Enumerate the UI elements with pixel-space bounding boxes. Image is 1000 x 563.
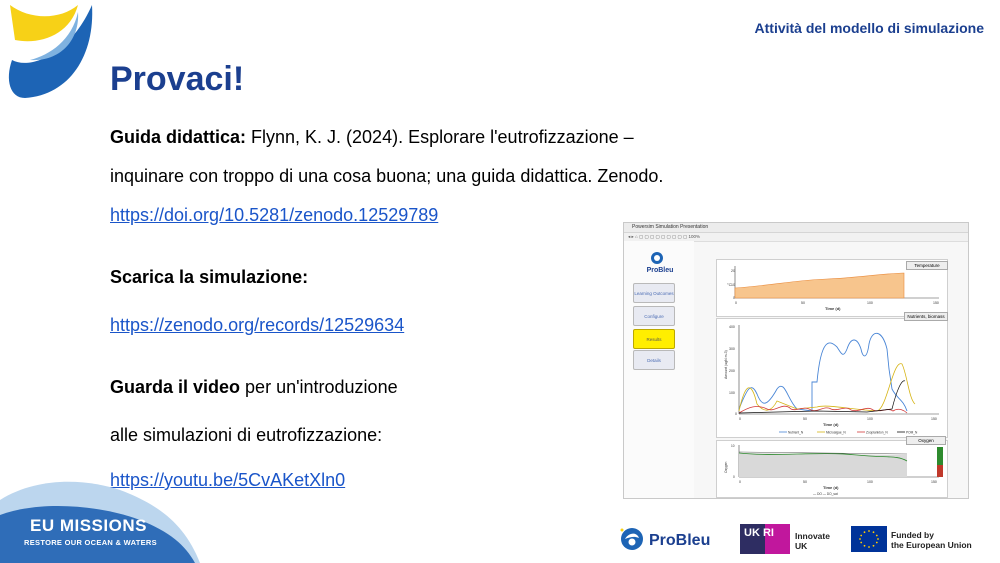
toolbar: ◂ ▸ ⌂ ▢ ▢ ▢ ▢ ▢ ▢ ▢ ▢ ▢ 100% [624, 233, 968, 242]
svg-text:10: 10 [731, 444, 735, 448]
download-label: Scarica la simulazione: [110, 267, 309, 287]
svg-text:Time (d): Time (d) [823, 422, 839, 427]
guide-doi-link[interactable]: https://doi.org/10.5281/zenodo.12529789 [110, 205, 439, 225]
svg-text:— DO — DO_sat: — DO — DO_sat [813, 492, 838, 496]
svg-text:0: 0 [739, 480, 741, 484]
page-title: Provaci! [110, 60, 245, 98]
svg-text:Oxygen: Oxygen [724, 461, 728, 473]
svg-text:150: 150 [933, 301, 939, 305]
svg-text:°C: °C [727, 282, 732, 287]
svg-text:100: 100 [729, 391, 735, 395]
oxygen-panel [716, 440, 948, 498]
nav-details[interactable]: Details [633, 350, 675, 370]
legend-nutrient: Nutrient_N [788, 430, 804, 435]
nav-results[interactable]: Results [633, 329, 675, 349]
eu-missions-subtitle: RESTORE OUR OCEAN & WATERS [24, 538, 157, 547]
svg-text:50: 50 [801, 301, 805, 305]
svg-text:50: 50 [803, 417, 807, 421]
video-line-1: Guarda il video per un'introduzione [110, 377, 398, 397]
guide-line-2: inquinare con troppo di una cosa buona; una guida didattica. Zenodo. [110, 166, 664, 186]
svg-text:150: 150 [931, 417, 937, 421]
oxygen-plot [717, 441, 947, 497]
svg-text:50: 50 [803, 480, 807, 484]
svg-text:0: 0 [735, 412, 737, 416]
svg-text:100: 100 [867, 417, 873, 421]
svg-text:150: 150 [931, 480, 937, 484]
svg-text:0: 0 [739, 417, 741, 421]
svg-text:Time (d): Time (d) [823, 485, 839, 490]
eu-funded-text: Funded by the European Union [891, 530, 972, 550]
nutrients-plot [717, 319, 947, 437]
svg-text:400: 400 [729, 325, 735, 329]
window-title: Powersim Simulation Presentation [624, 223, 968, 233]
temperature-label: Temperature [906, 261, 948, 270]
guide-citation-1: Flynn, K. J. (2024). Esplorare l'eutrofizzazione – [246, 127, 634, 147]
eu-missions-title: EU MISSIONS [30, 516, 147, 535]
nutrients-panel [716, 318, 948, 438]
innovate-uk-text: Innovate UK [795, 531, 830, 551]
guide-line-1 [110, 126, 634, 148]
svg-text:20: 20 [731, 269, 735, 273]
probleu-wordmark: ProBleu [649, 532, 711, 549]
video-link[interactable]: https://youtu.be/5CvAKetXln0 [110, 470, 346, 490]
guide-label: Guida didattica: [110, 127, 247, 147]
svg-text:100: 100 [867, 480, 873, 484]
svg-text:0: 0 [733, 475, 735, 479]
svg-text:300: 300 [729, 347, 735, 351]
svg-text:0: 0 [735, 301, 737, 305]
simulation-screenshot [623, 222, 969, 499]
nutrients-label: Nutrients, biomass [904, 312, 948, 321]
probleu-wave-logo [0, 0, 100, 100]
oxygen-label: Oxygen [906, 436, 946, 445]
legend-zooplankton: Zooplankton_N [866, 430, 888, 435]
svg-text:0: 0 [733, 296, 735, 300]
nav-configure[interactable]: Configure [633, 306, 675, 326]
legend-microalgae: Microalgae_N [826, 430, 846, 435]
ukri-logo: UK RI [740, 524, 790, 554]
svg-text:200: 200 [729, 369, 735, 373]
download-link[interactable]: https://zenodo.org/records/12529634 [110, 315, 405, 335]
app-brand: ProBleu [646, 267, 674, 274]
svg-text:Amount (ugN m-3): Amount (ugN m-3) [724, 350, 728, 379]
svg-text:10: 10 [731, 283, 735, 287]
legend-pom: POM_N [906, 430, 918, 435]
svg-text:100: 100 [867, 301, 873, 305]
probleu-logo [617, 524, 727, 554]
section-tag: Attività del modello di simulazione [754, 20, 984, 36]
probleu-mini-icon [649, 251, 665, 265]
video-label: Guarda il video [110, 377, 241, 397]
video-line-2: alle simulazioni di eutrofizzazione: [110, 425, 383, 445]
svg-text:Time (d): Time (d) [825, 306, 841, 311]
eu-flag-icon [851, 526, 887, 552]
nav-learning-outcomes[interactable]: Learning Outcomes [633, 283, 675, 303]
